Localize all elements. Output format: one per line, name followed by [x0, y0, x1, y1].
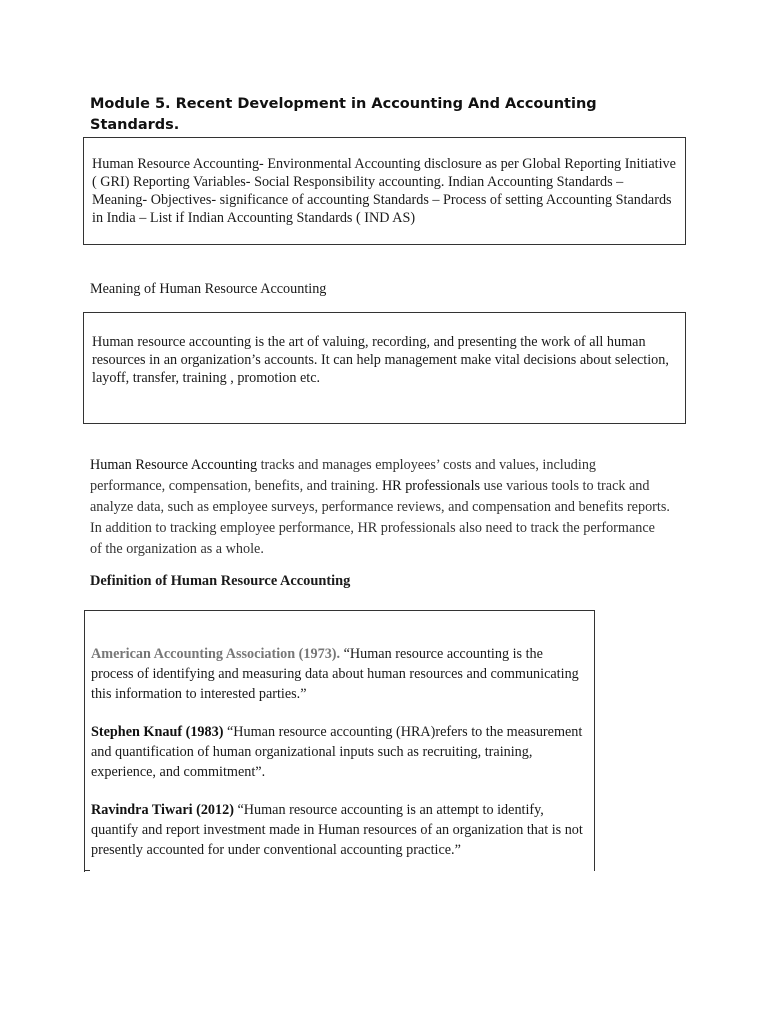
hra-paragraph	[90, 455, 670, 560]
definition-item	[91, 722, 586, 782]
definition-item	[91, 644, 586, 704]
definition-text: “Human resource accounting (HRA)refers to the measurement and quantification of human organizational inputs such as recruiting, training, experience, and commitment”.	[91, 724, 583, 780]
definitions-box	[84, 610, 595, 871]
paragraph-part-2: tracks and manages employees’ costs and values, including performance, compensation, benefits, and training.	[90, 457, 597, 494]
definition-text: “Human resource accounting is the process of identifying and measuring data about human resources and communicating this information to interested parties.”	[91, 646, 579, 702]
paragraph-part-1: Human Resource Accounting	[90, 457, 261, 473]
syllabus-box	[83, 137, 686, 245]
definition-source: Stephen Knauf (1983)	[91, 724, 224, 740]
paragraph-part-4: use various tools to track and analyze data, such as employee surveys, performance reviews, and compensation and benefits reports. In addition to tracking employee performance, HR professionals also need to track the performance of the organization as a whole.	[90, 478, 670, 557]
definition-heading: Definition of Human Resource Accounting	[90, 573, 351, 589]
box-corner-mark-bottom	[84, 870, 90, 871]
paragraph-part-3: HR professionals	[381, 478, 481, 494]
definition-item	[91, 800, 586, 860]
meaning-heading: Meaning of Human Resource Accounting	[90, 281, 327, 297]
syllabus-text: Human Resource Accounting- Environmental Accounting disclosure as per Global Reporting Initiative ( GRI) Reporting Variables- Social Responsibility accounting. Indian Accounting Standards – Meaning- Objectives- significance of accounting Standards – Process of setting Accounting Standards in India – List if Indian Accounting Standards ( IND AS)	[92, 156, 676, 226]
meaning-text: Human resource accounting is the art of valuing, recording, and presenting the work of all human resources in an organization’s accounts. It can help management make vital decisions about selection, layoff, transfer, training , promotion etc.	[92, 334, 669, 386]
meaning-box	[83, 312, 686, 424]
definition-source: Ravindra Tiwari (2012)	[91, 802, 234, 818]
definition-source: American Accounting Association (1973).	[91, 646, 341, 662]
definition-text: “Human resource accounting is an attempt to identify, quantify and report investment made in Human resources of an organization that is not presently accounted for under conventional accounting practice.”	[91, 802, 583, 858]
module-title: Module 5. Recent Development in Accounting And Accounting Standards.	[90, 96, 597, 133]
